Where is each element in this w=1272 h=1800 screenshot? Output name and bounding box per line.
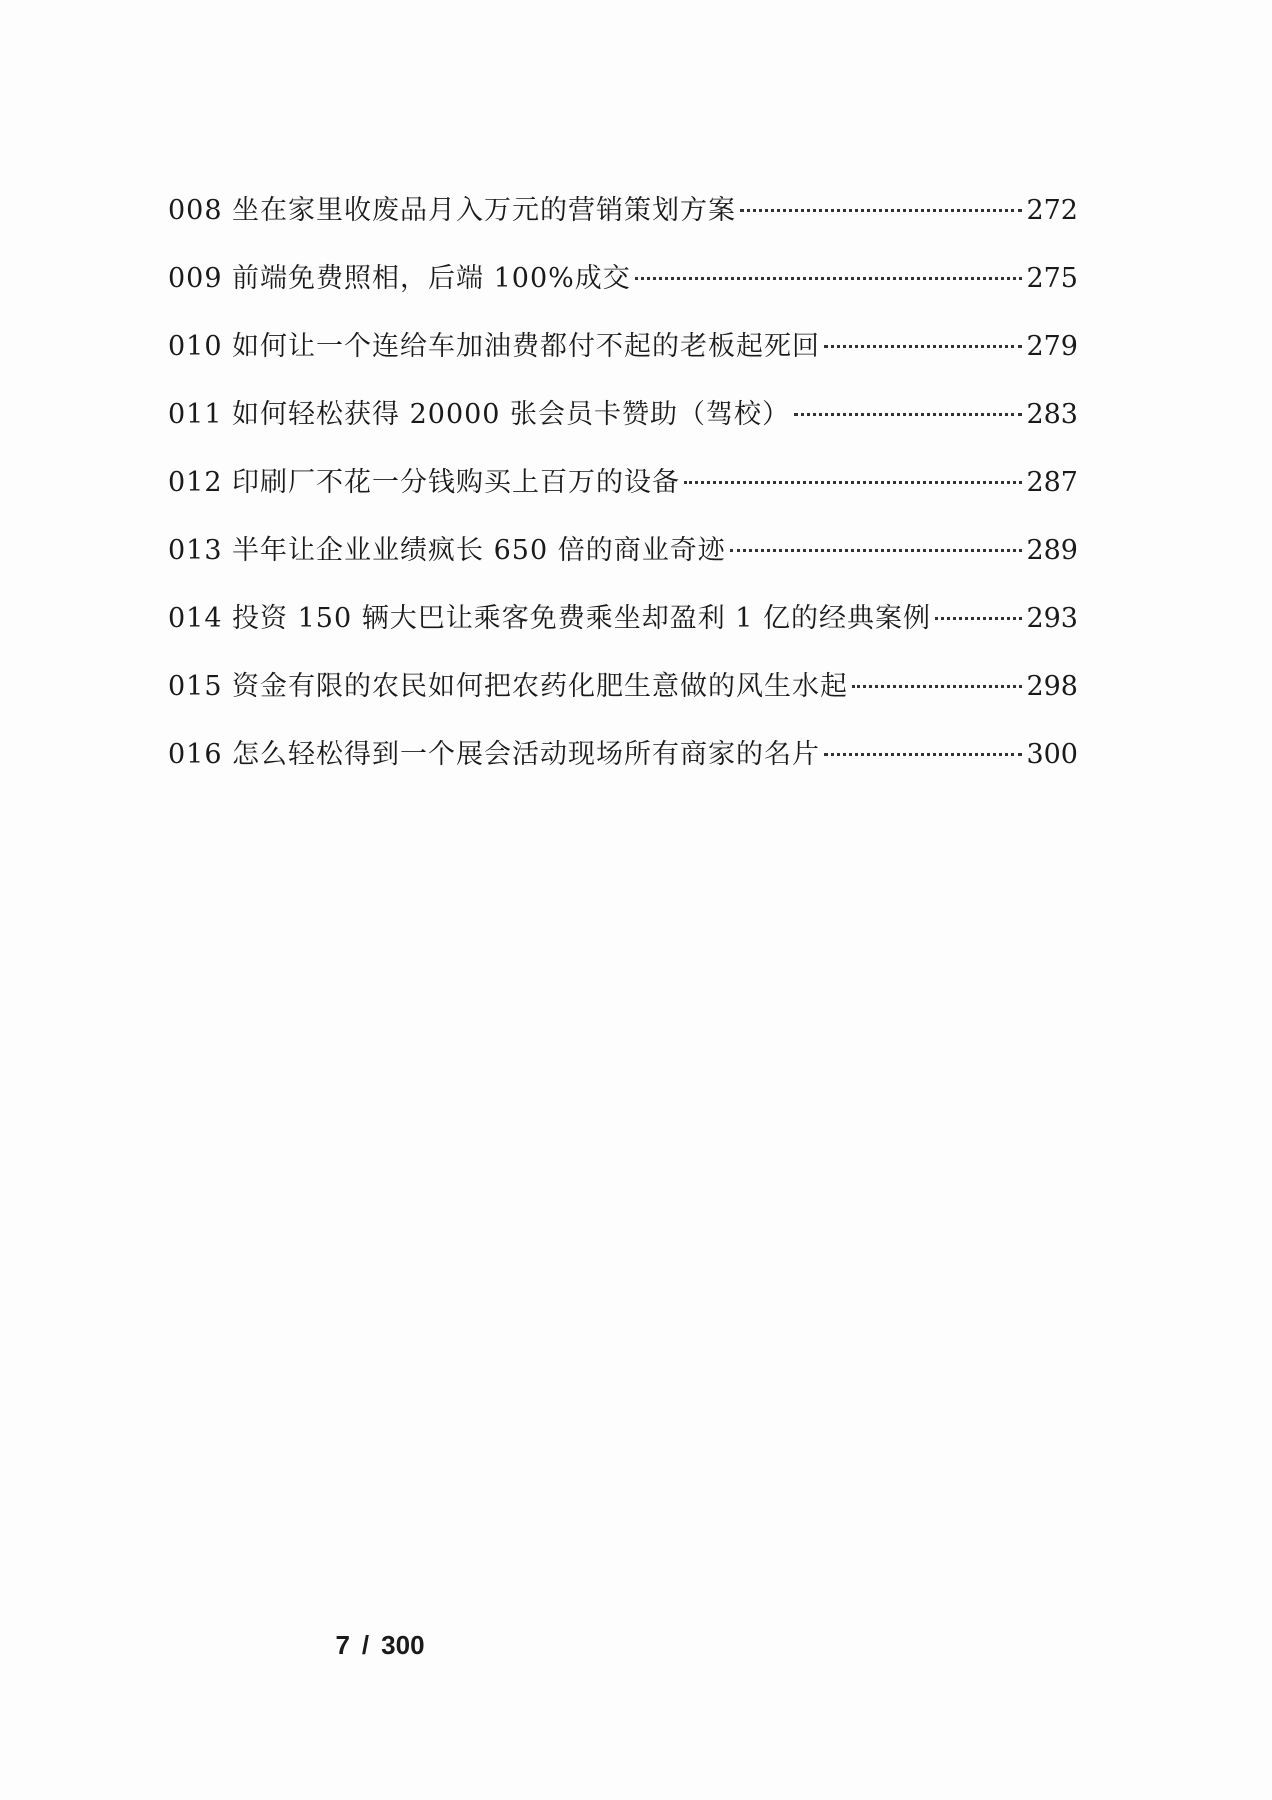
table-of-contents: [168, 197, 1078, 809]
toc-dot-leader: [824, 753, 1022, 756]
toc-entry[interactable]: [168, 333, 1078, 401]
toc-entry-page: 279: [1026, 331, 1078, 362]
toc-entry-title: 半年让企业业绩疯长 650 倍的商业奇迹: [232, 535, 726, 566]
toc-entry[interactable]: [168, 265, 1078, 333]
toc-entry-number: 014: [168, 603, 223, 634]
toc-entry-page: 300: [1026, 739, 1078, 770]
total-page-count: 300: [381, 1630, 425, 1660]
toc-entry-page: 272: [1026, 195, 1078, 226]
toc-entry-number: 010: [168, 331, 223, 362]
page-separator: /: [361, 1630, 370, 1660]
toc-entry[interactable]: [168, 741, 1078, 809]
toc-entry-page: 287: [1026, 467, 1078, 498]
toc-entry-title: 坐在家里收废品月入万元的营销策划方案: [232, 195, 736, 226]
toc-entry-number: 008: [168, 195, 223, 226]
toc-entry-page: 289: [1026, 535, 1078, 566]
toc-dot-leader: [635, 277, 1023, 280]
toc-entry[interactable]: [168, 537, 1078, 605]
toc-entry-number: 013: [168, 535, 223, 566]
toc-entry-title: 投资 150 辆大巴让乘客免费乘坐却盈利 1 亿的经典案例: [232, 603, 932, 634]
toc-entry-page: 293: [1026, 603, 1078, 634]
toc-entry-number: 009: [168, 263, 223, 294]
toc-entry-page: 283: [1026, 399, 1078, 430]
toc-entry-page: 298: [1026, 671, 1078, 702]
toc-dot-leader: [730, 549, 1023, 552]
toc-entry[interactable]: [168, 469, 1078, 537]
current-page-number: 7: [335, 1630, 350, 1660]
toc-entry-title: 资金有限的农民如何把农药化肥生意做的风生水起: [232, 671, 848, 702]
toc-entry-number: 011: [168, 399, 223, 430]
toc-entry[interactable]: [168, 197, 1078, 265]
toc-dot-leader: [852, 685, 1022, 688]
toc-entry-number: 012: [168, 467, 223, 498]
toc-entry-number: 015: [168, 671, 223, 702]
toc-entry[interactable]: [168, 673, 1078, 741]
toc-entry-page: 275: [1026, 263, 1078, 294]
toc-dot-leader: [684, 481, 1022, 484]
page-footer: [0, 1630, 760, 1661]
toc-entry-title: 怎么轻松得到一个展会活动现场所有商家的名片: [232, 739, 820, 770]
toc-dot-leader: [740, 209, 1022, 212]
toc-entry[interactable]: [168, 401, 1078, 469]
toc-dot-leader: [794, 413, 1022, 416]
toc-entry[interactable]: [168, 605, 1078, 673]
toc-entry-title: 如何让一个连给车加油费都付不起的老板起死回: [232, 331, 820, 362]
toc-dot-leader: [935, 617, 1022, 620]
toc-entry-title: 前端免费照相，后端 100%成交: [232, 263, 631, 294]
toc-entry-number: 016: [168, 739, 223, 770]
toc-entry-title: 印刷厂不花一分钱购买上百万的设备: [232, 467, 680, 498]
toc-entry-title: 如何轻松获得 20000 张会员卡赞助（驾校）: [232, 399, 791, 430]
toc-dot-leader: [824, 345, 1022, 348]
